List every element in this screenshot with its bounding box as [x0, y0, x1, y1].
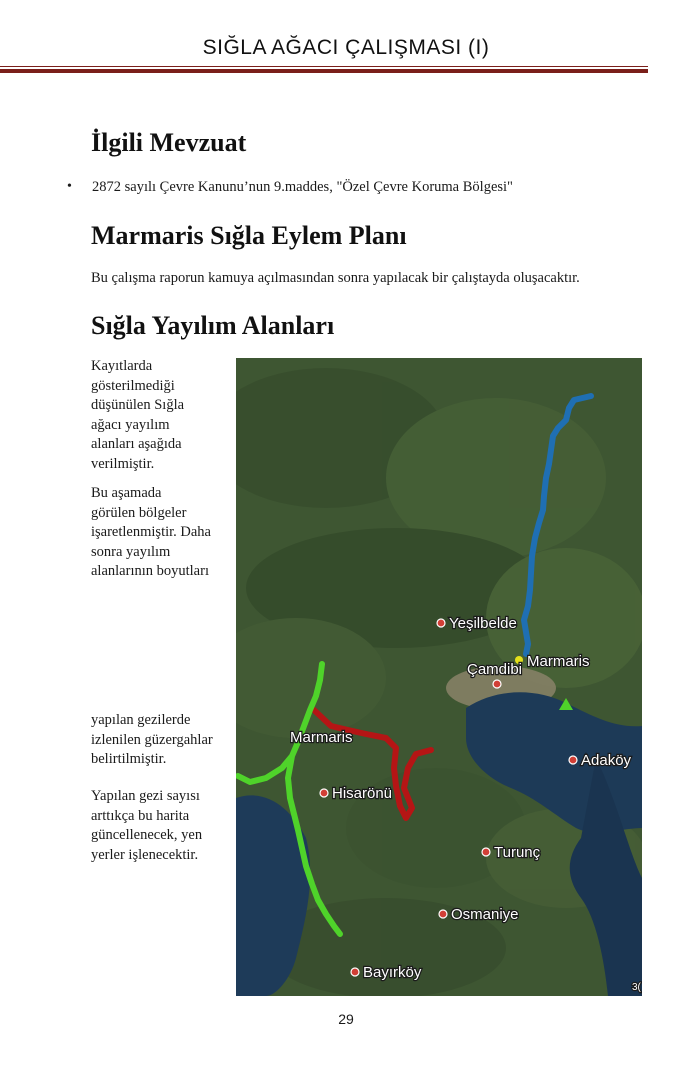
yesilbelde-marker	[437, 619, 445, 627]
action-plan-text: Bu çalışma raporun kamuya açılmasından sonra yapılacak bir çalıştayda oluşacaktır.	[91, 270, 580, 286]
spread-paragraph-2	[91, 484, 231, 582]
spread-paragraph-4	[91, 787, 231, 865]
satellite-map	[236, 358, 642, 996]
camdibi-marker	[493, 680, 501, 688]
text-line: gösterilmediği	[91, 377, 175, 394]
text-line: düşünülen Sığla	[91, 397, 185, 413]
text-line: ağacı yayılım	[91, 416, 170, 433]
label-adakoy: Adaköy	[581, 752, 632, 769]
header-rule-thin	[0, 66, 648, 67]
bayirkoy-marker	[351, 968, 359, 976]
label-marmaris-town: Marmaris	[527, 653, 590, 670]
label-osmaniye: Osmaniye	[451, 906, 519, 923]
text-line: izlenilen güzergahlar	[91, 731, 213, 748]
text-line: görülen bölgeler	[91, 504, 187, 521]
turunc-marker	[482, 848, 490, 856]
satellite-map-svg	[236, 358, 642, 996]
label-yesilbelde: Yeşilbelde	[449, 615, 517, 632]
osmaniye-marker	[439, 910, 447, 918]
text-line: işaretlenmiştir. Daha	[91, 524, 211, 540]
bullet-marker: •	[67, 179, 72, 194]
text-line: yerler işlenecektir.	[91, 846, 199, 863]
text-line: belirtilmiştir.	[91, 751, 167, 767]
text-line: Kayıtlarda	[91, 358, 153, 374]
label-corner: 3(	[632, 982, 641, 993]
label-bayirkoy: Bayırköy	[363, 964, 422, 981]
spread-paragraph-1	[91, 357, 231, 474]
label-turunc: Turunç	[494, 844, 541, 861]
adakoy-marker	[569, 756, 577, 764]
legislation-bullet-text: 2872 sayılı Çevre Kanunu’nun 9.maddes, "Özel Çevre Koruma Bölgesi"	[92, 179, 513, 195]
page-number: 29	[338, 1011, 354, 1027]
label-marmaris-track: Marmaris	[290, 729, 353, 746]
text-line: yapılan gezilerde	[91, 712, 191, 728]
label-camdibi: Çamdibi	[467, 661, 523, 678]
page-header-title: SIĞLA AĞACI ÇALIŞMASI (I)	[202, 36, 490, 59]
text-line: verilmiştir.	[91, 455, 155, 472]
heading-legislation: İlgili Mevzuat	[91, 128, 247, 157]
text-line: güncellenecek, yen	[91, 827, 203, 843]
text-line: Yapılan gezi sayısı	[91, 788, 200, 804]
text-line: arttıkça bu harita	[91, 807, 190, 824]
heading-spread-areas: Sığla Yayılım Alanları	[91, 311, 335, 340]
label-hisaronu: Hisarönü	[332, 785, 393, 802]
heading-action-plan: Marmaris Sığla Eylem Planı	[91, 221, 407, 250]
text-line: alanlarının boyutları	[91, 563, 209, 579]
text-line: Bu aşamada	[91, 485, 162, 501]
text-line: sonra yayılım	[91, 543, 171, 560]
text-line: alanları aşağıda	[91, 436, 182, 452]
header-rule-thick	[0, 69, 648, 73]
hisaronu-marker	[320, 789, 328, 797]
spread-paragraph-3	[91, 711, 231, 770]
